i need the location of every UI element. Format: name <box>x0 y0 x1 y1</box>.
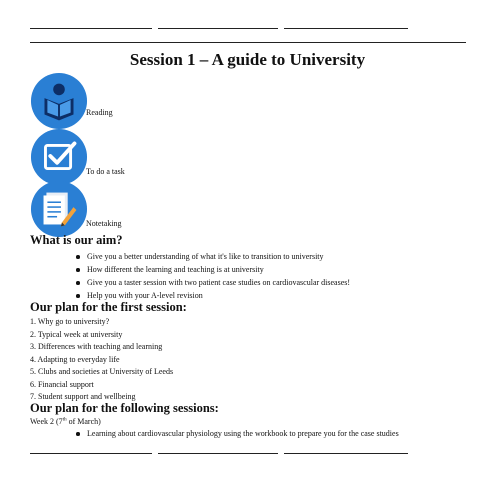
list-item: 5. Clubs and societies at University of Leeds <box>30 367 174 376</box>
header-line-1 <box>30 28 152 29</box>
first-session-list <box>30 316 173 404</box>
list-item: 4. Adapting to everyday life <box>30 354 120 364</box>
list-item: Give you a taster session with two patient case studies on cardiovascular diseases! <box>76 276 350 289</box>
header-rule <box>30 42 466 43</box>
list-item: How different the learning and teaching is at university <box>76 263 350 276</box>
list-item: Help you with your A-level revision <box>76 289 350 302</box>
footer-line-1 <box>30 453 152 454</box>
list-item: 7. Student support and wellbeing <box>30 392 136 401</box>
footer-line-2 <box>158 453 278 454</box>
header-line-2 <box>158 28 278 29</box>
list-item: 6. Financial support <box>30 379 94 389</box>
list-item: 1. Why go to university? <box>30 317 110 326</box>
notetaking-label: Notetaking <box>86 219 122 228</box>
aim-heading: What is our aim? <box>30 233 123 247</box>
following-sessions-list <box>76 427 399 440</box>
first-session-heading: Our plan for the first session: <box>30 300 187 314</box>
task-checkbox-icon <box>30 128 88 186</box>
list-item: Learning about cardiovascular physiology using the workbook to prepare you for the case studies <box>76 427 399 440</box>
page-title: Session 1 – A guide to University <box>129 50 366 69</box>
following-sessions-heading: Our plan for the following sessions: <box>30 401 219 415</box>
reading-icon <box>30 72 88 130</box>
aim-list <box>76 250 350 302</box>
list-item: Give you a better understanding of what it's like to transition to university <box>76 250 350 263</box>
header-line-3 <box>284 28 408 29</box>
notetaking-icon <box>30 180 88 238</box>
footer-line-3 <box>284 453 408 454</box>
list-item: 3. Differences with teaching and learning <box>30 342 163 351</box>
reading-label: Reading <box>86 108 113 117</box>
task-label: To do a task <box>86 167 125 176</box>
week-label: Week 2 (7th of March) <box>30 417 101 426</box>
list-item: 2. Typical week at university <box>30 329 123 339</box>
